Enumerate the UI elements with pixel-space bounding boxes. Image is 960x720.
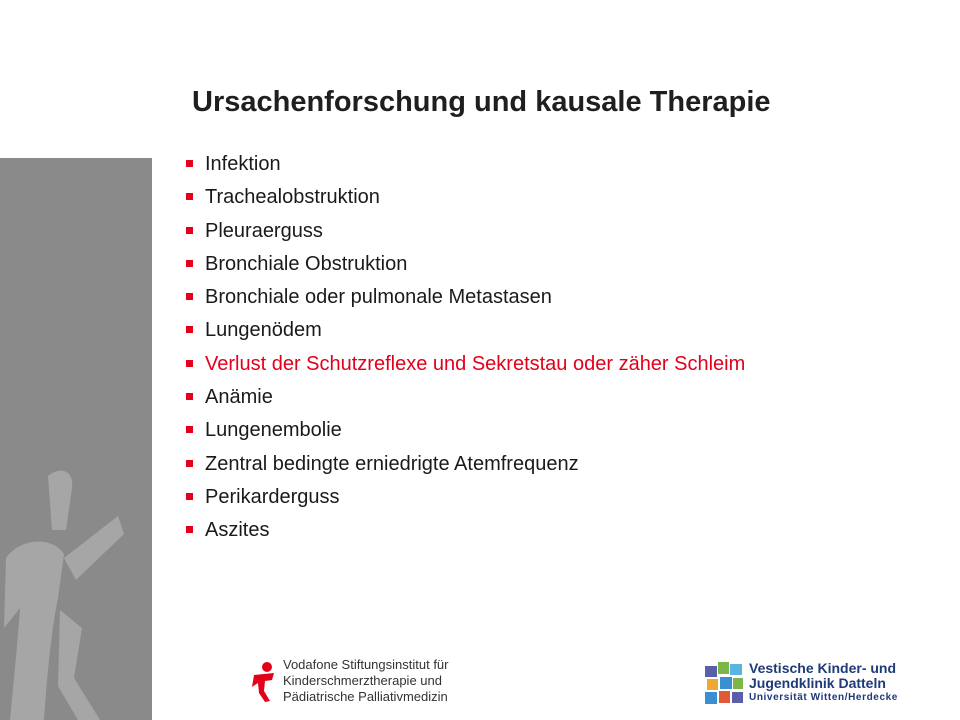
colored-blocks-logo-icon	[703, 660, 745, 708]
left-decorative-band	[0, 158, 152, 720]
bullet-square-icon	[186, 326, 193, 333]
bullet-text: Perikarderguss	[205, 485, 340, 508]
bullet-square-icon	[186, 493, 193, 500]
bullet-text: Trachealobstruktion	[205, 186, 380, 209]
right-logo-line-2: Jugendklinik Datteln	[749, 675, 886, 691]
bullet-square-icon	[186, 193, 193, 200]
list-item	[186, 283, 745, 316]
right-logo-line-1: Vestische Kinder- und	[749, 660, 897, 676]
bullet-text: Bronchiale Obstruktion	[205, 252, 408, 275]
bullet-square-icon	[186, 460, 193, 467]
bullet-square-icon	[186, 293, 193, 300]
list-item-highlighted	[186, 350, 745, 383]
vodafone-institute-logo	[250, 657, 500, 707]
list-item	[186, 450, 745, 483]
list-item	[186, 383, 745, 416]
list-item	[186, 516, 745, 549]
bullet-text: Aszites	[205, 519, 270, 542]
list-item	[186, 483, 745, 516]
bullet-text: Infektion	[205, 153, 281, 175]
bullet-square-icon	[186, 393, 193, 400]
bullet-square-icon	[186, 526, 193, 533]
list-item	[186, 250, 745, 283]
bullet-square-icon	[186, 260, 193, 267]
bullet-list	[186, 150, 745, 550]
left-logo-line-3: Pädiatrische Palliativmedizin	[283, 689, 448, 704]
bullet-square-icon	[186, 227, 193, 234]
vestische-kinderklinik-logo	[703, 660, 898, 710]
bullet-text: Pleuraerguss	[205, 219, 323, 242]
bullet-text: Lungenembolie	[205, 419, 342, 442]
bullet-text: Lungenödem	[205, 319, 322, 342]
bullet-text: Zentral bedingte erniedrigte Atemfrequenz	[205, 452, 579, 475]
left-logo-line-2: Kinderschmerztherapie und	[283, 673, 442, 688]
figure-silhouette-icon	[0, 158, 152, 720]
left-logo-line-1: Vodafone Stiftungsinstitut für	[283, 657, 449, 672]
list-item	[186, 183, 745, 216]
bullet-square-icon	[186, 360, 193, 367]
slide-title: Ursachenforschung und kausale Therapie	[192, 86, 771, 118]
bullet-text: Bronchiale oder pulmonale Metastasen	[205, 286, 552, 309]
list-item	[186, 416, 745, 449]
red-figure-logo-icon	[250, 661, 278, 703]
bullet-square-icon	[186, 426, 193, 433]
bullet-text: Anämie	[205, 386, 273, 409]
list-item	[186, 150, 745, 183]
bullet-square-icon	[186, 160, 193, 167]
bullet-text: Verlust der Schutzreflexe und Sekretstau oder zäher Schleim	[205, 352, 746, 375]
right-logo-line-3: Universität Witten/Herdecke	[749, 692, 898, 703]
list-item	[186, 217, 745, 250]
list-item	[186, 316, 745, 349]
